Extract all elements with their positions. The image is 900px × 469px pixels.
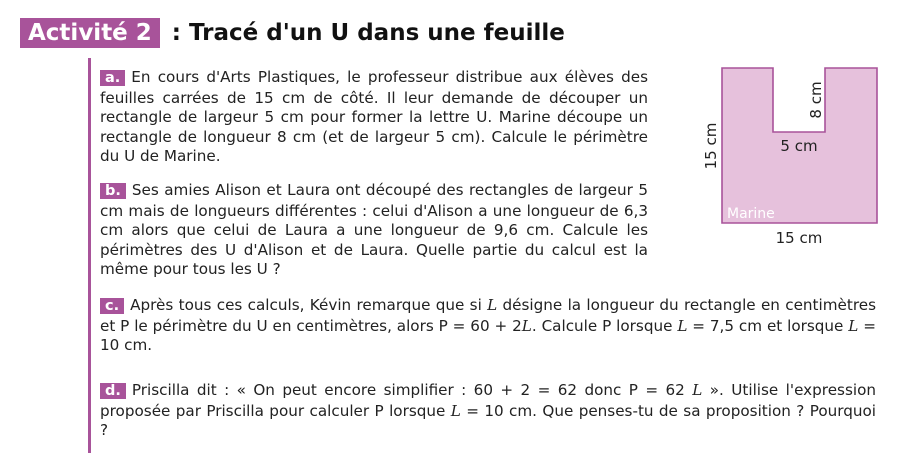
variable-l: L [450,401,461,420]
activity-badge: Activité 2 [20,18,160,48]
part-d-label: d. [100,383,126,399]
part-c-text: = 7,5 cm et lorsque [687,316,849,335]
part-c-text: désigne la longueur du rectangle en centimètres et P le périmètre du U en centimètres, alors P = 60 + 2 [100,296,876,335]
variable-l: L [848,316,859,335]
variable-l: L [677,316,688,335]
notch-depth-label: 8 cm [807,81,825,119]
variable-l: L [487,296,498,314]
part-d-text: = 10 cm. Que penses-tu de sa proposition ? Pourquoi ? [100,401,876,440]
part-a-text: En cours d'Arts Plastiques, le professeur distribue aux élèves des feuilles carrées de 15 cm de côté. Il leur demande de découper un rectangle de largeur 5 cm pour former la lettre U. Marine découpe un rectangle de longueur 8 cm (et de largeur 5 cm). Calcule le périmètre du U de Marine. [100,68,648,166]
bottom-length-label: 15 cm [775,229,823,247]
part-d-text: ». Utilise l'expression proposée par Priscilla pour calculer P lorsque [100,381,876,420]
left-accent-bar [88,58,91,453]
part-c-text: . Calcule P lorsque [531,316,678,335]
activity-title: : Tracé d'un U dans une feuille [171,20,565,46]
part-b-label: b. [100,183,126,199]
part-b-text: Ses amies Alison et Laura ont découpé des rectangles de largeur 5 cm mais de longueurs différentes : celui d'Alison a une longueur de 6,3 cm alors que celui de Laura a une longueur de 9,6 cm. Calcule les périmètres des U d'Alison et de Laura. Quelle partie du calcul est la même pour tous les U ? [100,181,648,279]
side-length-label: 15 cm [702,122,720,170]
u-shape-figure [700,60,890,250]
part-a-label: a. [100,70,125,86]
part-b [100,181,648,280]
part-c-label: c. [100,298,124,314]
part-c-text: = 10 cm. [100,316,876,355]
notch-width-label: 5 cm [780,137,818,155]
part-a [100,68,648,167]
part-d [100,381,876,441]
part-d-text: Priscilla dit : « On peut encore simplifier : 60 + 2 = 62 donc P = 62 [131,381,693,399]
variable-l: L [521,316,532,335]
activity-header [20,18,565,48]
part-c [100,296,876,356]
variable-l: L [692,381,703,399]
figure-name-label: Marine [727,206,775,222]
part-c-text: Après tous ces calculs, Kévin remarque que si [130,296,488,314]
